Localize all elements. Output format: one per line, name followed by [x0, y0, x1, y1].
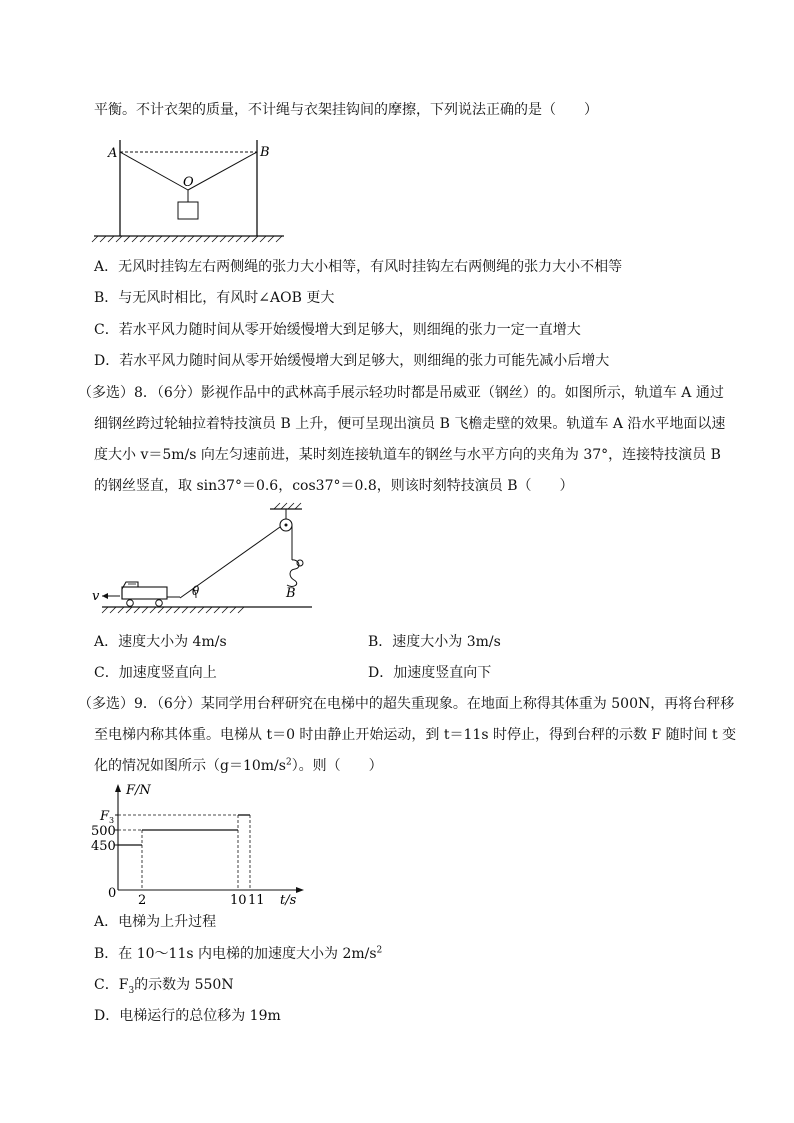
q9-stem-line-2: 至电梯内称其体重。电梯从 t＝0 时由静止开始运动，到 t＝11s 时停止，得到台秤的示数 F 随时间 t 变	[94, 727, 737, 743]
q9-stem-line-1: （多选）9．（6分）某同学用台秤研究在电梯中的超失重现象。在地面上称得其体重为 500N，再将台秤移	[78, 696, 735, 712]
q7-label-a: A	[108, 146, 118, 161]
x-axis-label: t/s	[280, 893, 297, 908]
q8-option-c: C．加速度竖直向上	[94, 665, 217, 681]
q7-label-b: B	[260, 145, 270, 160]
y-tick-label-f3-sub: 3	[109, 816, 115, 825]
q8-label-theta: θ	[192, 584, 200, 598]
x-tick-label: 2	[138, 893, 147, 908]
q9-stem-line-3	[94, 756, 383, 776]
q7-stem-tail: 平衡。不计衣架的质量，不计绳与衣架挂钩间的摩擦，下列说法正确的是（ ）	[94, 102, 598, 118]
y-tick-label: 450	[91, 839, 116, 854]
q8-option-a: A．速度大小为 4m/s	[94, 634, 227, 650]
q9-option-b-sup: 2	[376, 945, 383, 956]
q9-stem-sup: 2	[285, 757, 292, 768]
q8-label-b: B	[286, 586, 296, 601]
q8-figure	[92, 505, 332, 615]
q9-option-a: A．电梯为上升过程	[94, 914, 217, 930]
q9-stem-line-3a: 化的情况如图所示（g＝10m/s	[94, 758, 286, 774]
q8-label-v: v	[92, 589, 100, 604]
x-tick-label: 0	[108, 886, 117, 901]
q7-label-o: O	[183, 175, 194, 190]
q9-option-c	[94, 975, 234, 995]
q9-option-c-tail: 的示数为 550N	[134, 977, 234, 993]
q7-option-d: D．若水平风力随时间从零开始缓慢增大到足够大，则细绳的张力可能先减小后增大	[94, 353, 610, 369]
q7-option-a: A．无风时挂钩左右两侧绳的张力大小相等，有风时挂钩左右两侧绳的张力大小不相等	[94, 259, 623, 275]
q8-option-b: B．速度大小为 3m/s	[368, 634, 501, 650]
q8-stem-line-4: 的钢丝竖直，取 sin37°＝0.6，cos37°＝0.8，则该时刻特技演员 B（ ）	[94, 478, 574, 494]
y-axis-arrow	[115, 784, 121, 792]
q8-stem-line-3: 度大小 v＝5m/s 向左匀速前进，某时刻连接轨道车的钢丝与水平方向的夹角为 37°，连接特技演员 B	[94, 447, 721, 463]
q8-stem-line-1: （多选）8．（6分）影视作品中的武林高手展示轻功时都是吊威亚（钢丝）的。如图所示，轨道车 A 通过	[78, 385, 724, 401]
q7-option-b: B．与无风时相比，有风时∠AOB 更大	[94, 290, 335, 306]
q7-option-c: C．若水平风力随时间从零开始缓慢增大到足够大，则细绳的张力一定一直增大	[94, 322, 581, 338]
q9-stem-line-3b: ）。则（ ）	[291, 758, 383, 774]
x-axis-arrow	[296, 887, 304, 893]
q9-option-b-text: B．在 10～11s 内电梯的加速度大小为 2m/s	[94, 946, 377, 962]
q9-option-c-sub: 3	[128, 985, 135, 996]
q9-option-b	[94, 944, 382, 964]
y-tick-label: 500	[91, 824, 116, 839]
x-tick-label: 10	[230, 893, 247, 908]
q9-option-d: D．电梯运行的总位移为 19m	[94, 1008, 281, 1024]
q8-option-d: D．加速度竖直向下	[368, 665, 492, 681]
q9-option-c-text: C．F	[94, 977, 129, 993]
q9-chart	[88, 780, 318, 910]
q7-figure	[94, 140, 294, 240]
y-tick-label-f3: F	[100, 809, 110, 824]
q8-stem-line-2: 细钢丝跨过轮轴拉着特技演员 B 上升，便可呈现出演员 B 飞檐走壁的效果。轨道车 A 沿水平地面以速	[94, 416, 726, 432]
y-axis-label: F/N	[126, 783, 151, 798]
x-tick-label: 11	[248, 893, 265, 908]
